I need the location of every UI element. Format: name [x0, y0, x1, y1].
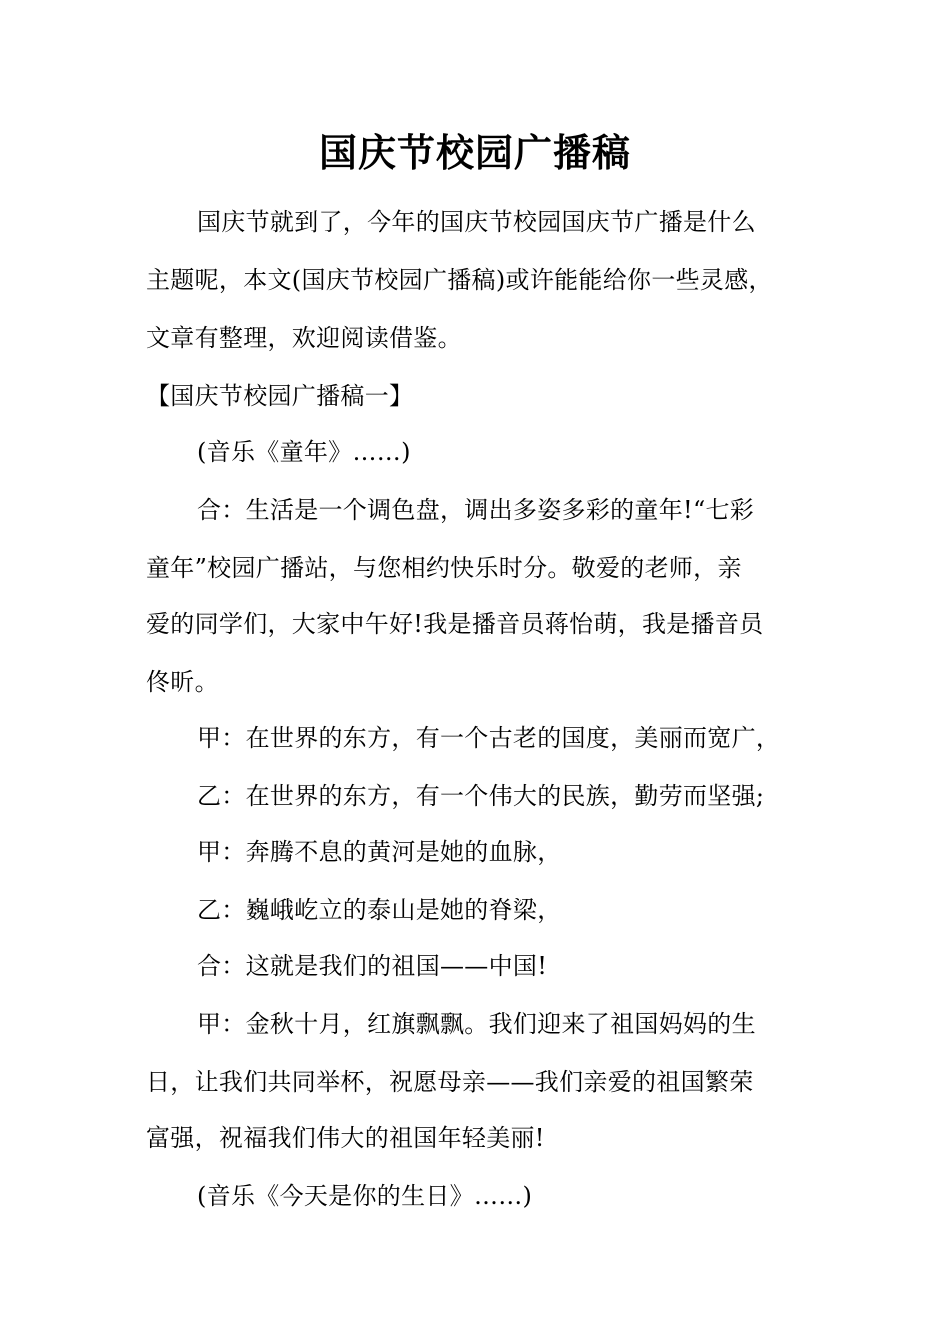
paragraph-line: 佟昕。	[146, 668, 219, 696]
paragraph-line: 主题呢，本文(国庆节校园广播稿)或许能能给你一些灵感，	[146, 266, 773, 294]
paragraph-line: 甲：在世界的东方，有一个古老的国度，美丽而宽广，	[197, 724, 781, 752]
paragraph-line: 合：生活是一个调色盘，调出多姿多彩的童年!“七彩	[197, 496, 755, 524]
paragraph-line: 乙：在世界的东方，有一个伟大的民族，勤劳而坚强;	[197, 782, 765, 810]
document-title: 国庆节校园广播稿	[318, 130, 631, 175]
paragraph-line: 甲：金秋十月，红旗飘飘。我们迎来了祖国妈妈的生	[197, 1010, 756, 1038]
paragraph-line: 日，让我们共同举杯，祝愿母亲——我们亲爱的祖国繁荣	[146, 1068, 754, 1096]
section-heading: 【国庆节校园广播稿一】	[146, 382, 414, 410]
paragraph-line: 国庆节就到了，今年的国庆节校园国庆节广播是什么	[197, 208, 756, 236]
paragraph-line: 甲：奔腾不息的黄河是她的血脉，	[197, 838, 562, 866]
paragraph-line: (音乐《童年》……)	[197, 438, 411, 466]
paragraph-line: 文章有整理，欢迎阅读借鉴。	[146, 324, 462, 352]
paragraph-line: 爱的同学们，大家中午好!我是播音员蒋怡萌，我是播音员	[146, 610, 764, 638]
paragraph-line: 富强，祝福我们伟大的祖国年轻美丽!	[146, 1124, 545, 1152]
paragraph-line: 乙：巍峨屹立的泰山是她的脊梁，	[197, 896, 562, 924]
paragraph-line: (音乐《今天是你的生日》……)	[197, 1182, 533, 1210]
paragraph-line: 合：这就是我们的祖国——中国!	[197, 952, 548, 980]
paragraph-line: 童年”校园广播站，与您相约快乐时分。敬爱的老师，亲	[146, 554, 742, 582]
